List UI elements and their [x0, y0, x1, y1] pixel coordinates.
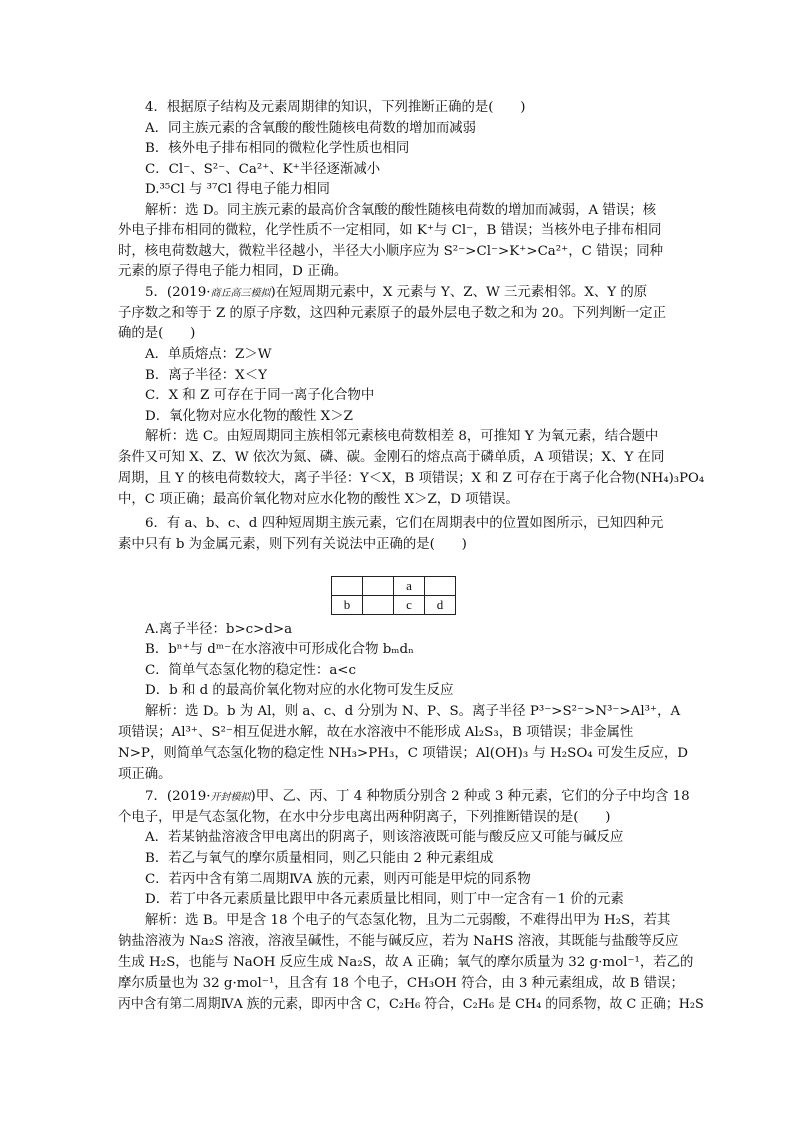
- q4-option-d: D.³⁵Cl 与 ³⁷Cl 得电子能力相同: [145, 182, 330, 197]
- q7-stem: [145, 787, 690, 808]
- q7-option-b: B．若乙与氧气的摩尔质量相同，则乙只能由 2 种元素组成: [145, 851, 494, 866]
- q5-option-a: A．单质熔点：Z＞W: [145, 347, 272, 362]
- table-cell: [332, 577, 363, 596]
- q5-option-c: C．X 和 Z 可存在于同一离子化合物中: [145, 388, 375, 403]
- q6-option-b: B．bⁿ⁺与 dᵐ⁻在水溶液中可形成化合物 bₘdₙ: [145, 642, 414, 657]
- q5-stem-line: 确的是( ): [118, 326, 196, 341]
- q5-solution-line: 中，C 项正确；最高价氧化物对应水化物的酸性 X＞Z，D 项错误。: [118, 492, 519, 507]
- table-row: [332, 577, 456, 596]
- q5-solution-line: 条件又可知 X、Z、W 依次为氮、磷、碳。金刚石的熔点高于磷单质，A 项错误；X、Y 在同: [118, 450, 665, 465]
- q6-solution-line: 项正确。: [118, 767, 172, 782]
- q7-solution-line: 生成 H₂S，也能与 NaOH 反应生成 Na₂S，故 A 正确；氧气的摩尔质量为 32 g·mol⁻¹，若乙的: [118, 955, 694, 970]
- q5-stem-line: 子序数之和等于 Z 的原子序数，这四种元素原子的最外层电子数之和为 20。下列判断一定正: [118, 306, 666, 321]
- q5-solution-line: 解析：选 C。由短周期同主族相邻元素核电荷数相差 8，可推知 Y 为氧元素，结合题中: [145, 429, 659, 444]
- q7-stem-text: )甲、乙、丙、丁 4 种物质分别含 2 种或 3 种元素，它们的分子中均含 18: [250, 789, 690, 804]
- q7-solution-line: 摩尔质量也为 32 g·mol⁻¹，且含有 18 个电子，CH₃OH 符合，由 3 种元素组成，故 B 错误；: [118, 976, 684, 991]
- q5-option-b: B．离子半径：X＜Y: [145, 368, 267, 383]
- q4-option-b: B．核外电子排布相同的微粒化学性质也相同: [145, 141, 410, 156]
- q5-option-d: D．氧化物对应水化物的酸性 X＞Z: [145, 409, 353, 424]
- q6-option-a: A.离子半径：b>c>d>a: [145, 622, 293, 637]
- q6-option-c: C．简单气态氢化物的稳定性：a<c: [145, 663, 357, 678]
- table-cell: c: [394, 596, 425, 615]
- q5-number: 5．(2019·: [145, 285, 211, 300]
- table-cell: [425, 577, 456, 596]
- q4-solution-line: 时，核电荷数越大，微粒半径越小，半径大小顺序应为 S²⁻>Cl⁻>K⁺>Ca²⁺，C 错误；同种: [118, 244, 664, 259]
- q6-solution-line: 解析：选 D。b 为 Al，则 a、c、d 分别为 N、P、S。离子半径 P³⁻>S²⁻>N³⁻>Al³⁺，A: [145, 704, 681, 719]
- q7-solution-line: 解析：选 B。甲是含 18 个电子的气态氢化物，且为二元弱酸，不难得出甲为 H₂S，若其: [145, 913, 671, 928]
- q5-solution-line: 周期，且 Y 的核电荷数较大，离子半径：Y＜X，B 项错误；X 和 Z 可存在于离子化合物(NH₄)₃PO₄: [118, 471, 705, 486]
- q4-stem: 4．根据原子结构及元素周期律的知识，下列推断正确的是( ): [145, 100, 526, 115]
- q7-stem-line: 个电子，甲是气态氢化物，在水中分步电离出两种阴离子，下列推断错误的是( ): [118, 810, 611, 825]
- q7-option-d: D．若丁中各元素质量比跟甲中各元素质量比相同，则丁中一定含有－1 价的元素: [145, 892, 624, 907]
- q5-source: 商丘高三模拟: [210, 288, 271, 299]
- q7-source: 开封模拟: [210, 792, 251, 803]
- q5-stem-text: )在短周期元素中，X 元素与 Y、Z、W 三元素相邻。X、Y 的原: [270, 285, 648, 300]
- q6-option-d: D．b 和 d 的最高价氧化物对应的水化物可发生反应: [145, 683, 454, 698]
- table-cell: [363, 577, 394, 596]
- table-cell: a: [394, 577, 425, 596]
- table-cell: [363, 596, 394, 615]
- table-cell: b: [332, 596, 363, 615]
- q6-solution-line: 项错误；Al³⁺、S²⁻相互促进水解，故在水溶液中不能形成 Al₂S₃，B 项错误；非金属性: [118, 725, 634, 740]
- q7-option-a: A．若某钠盐溶液含甲电离出的阴离子，则该溶液既可能与酸反应又可能与碱反应: [145, 830, 624, 845]
- table-cell: d: [425, 596, 456, 615]
- q6-stem-line: 6．有 a、b、c、d 四种短周期主族元素，它们在周期表中的位置如图所示，已知四种元: [145, 516, 664, 531]
- q5-stem: [145, 283, 647, 304]
- q4-option-c: C．Cl⁻、S²⁻、Ca²⁺、K⁺半径逐渐减小: [145, 162, 381, 177]
- q7-solution-line: 钠盐溶液为 Na₂S 溶液，溶液呈碱性，不能与碱反应，若为 NaHS 溶液，其既能与盐酸等反应: [118, 934, 679, 949]
- q6-stem-line: 素中只有 b 为金属元素，则下列有关说法中正确的是( ): [118, 537, 467, 552]
- q4-solution-line: 外电子排布相同的微粒，化学性质不一定相同，如 K⁺与 Cl⁻，B 错误；当核外电子排布相同: [118, 223, 662, 238]
- q4-solution-line: 元素的原子得电子能力相同，D 正确。: [118, 264, 348, 279]
- q7-number: 7．(2019·: [145, 789, 211, 804]
- q7-option-c: C．若丙中含有第二周期ⅣA 族的元素，则丙可能是甲烷的同系物: [145, 872, 531, 887]
- q6-solution-line: N>P，则简单气态氢化物的稳定性 NH₃>PH₃，C 项错误；Al(OH)₃ 与 H₂SO₄ 可发生反应，D: [118, 746, 689, 761]
- q4-option-a: A．同主族元素的含氧酸的酸性随核电荷数的增加而减弱: [145, 121, 477, 136]
- periodic-table-fragment: [331, 576, 456, 615]
- q7-solution-line: 丙中含有第二周期ⅣA 族的元素，即丙中含 C，C₂H₆ 符合，C₂H₆ 是 CH₄ 的同系物，故 C 正确；H₂S: [118, 997, 704, 1012]
- q4-solution-line: 解析：选 D。同主族元素的最高价含氧酸的酸性随核电荷数的增加而减弱，A 错误；核: [145, 203, 656, 218]
- table-row: [332, 596, 456, 615]
